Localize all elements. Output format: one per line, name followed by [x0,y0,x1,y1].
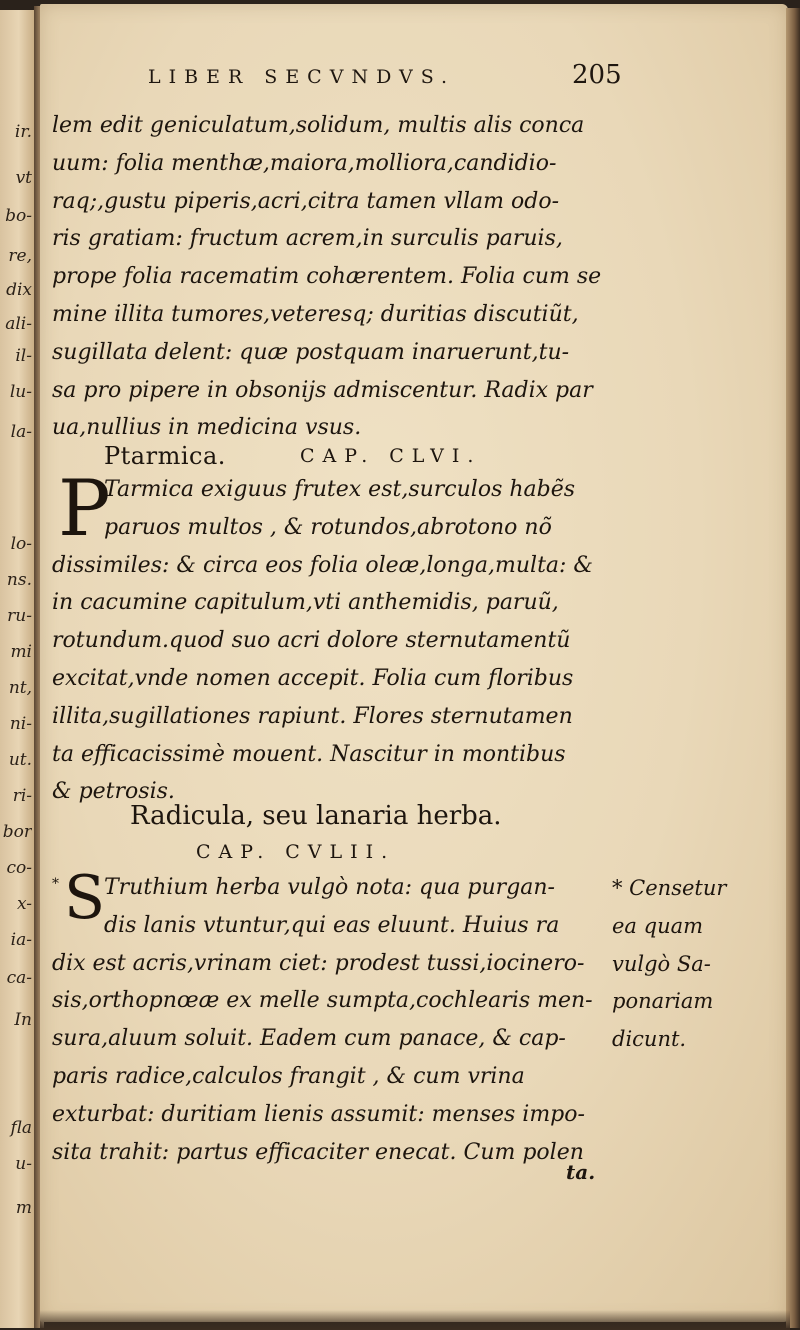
margin-note-line: dicunt. [612,1027,687,1052]
text-line: dis lanis vtuntur,qui eas eluunt. Huius ra [104,912,560,938]
left-page-fragment: ri- [12,786,32,806]
left-page-fragment: dix [6,280,32,300]
text-line: uum: folia menthæ,maiora,molliora,candidio- [52,150,557,176]
drop-cap-p: P [58,464,111,554]
left-page-fragment: mi [10,642,32,662]
left-page-fragment: ns. [6,570,32,590]
text-line: illita,sugillationes rapiunt. Flores sternutamen [52,703,573,729]
left-page-fragment: lu- [9,382,32,402]
text-line: paris radice,calculos frangit , & cum vrina [52,1064,525,1089]
left-page-fragment: ru- [7,606,32,626]
left-page-fragment: fla [10,1118,32,1138]
margin-note-line: * Censetur [612,876,727,900]
left-page-fragment: ali- [5,314,32,334]
left-page-fragment: bo- [5,206,32,226]
left-page-fragment: vt [15,168,32,188]
margin-note-line: vulgò Sa- [612,951,711,976]
left-page-fragment: lo- [10,534,32,554]
text-line: Truthium herba vulgò nota: qua purgan- [104,875,555,900]
section-heading-ptarmica: Ptarmica. [104,442,226,470]
text-line: Tarmica exiguus frutex est,surculos habẽs [104,477,576,502]
left-page-fragment: ca- [6,968,32,988]
text-line: mine illita tumores,veteresq; duritias discutiũt, [52,302,579,327]
left-page-fragment: ir. [14,122,32,142]
chapter-number: CAP. CVLII. [196,841,396,863]
text-line: ua,nullius in medicina vsus. [52,415,362,441]
bottom-shadow [40,1310,790,1330]
left-page-fragment: re, [8,246,32,266]
left-page-fragment: In [14,1010,32,1030]
left-page-fragment: ia- [10,930,32,950]
text-line: dissimiles: & circa eos folia oleæ,longa,multa: & [52,552,594,578]
text-line: ris gratiam: fructum acrem,in surculis paruis, [52,226,563,252]
left-page-fragment: co- [6,858,32,878]
left-page-fragment: x- [16,894,32,914]
left-page-fragment: m [15,1198,32,1218]
text-line: & petrosis. [52,779,175,805]
text-line: sa pro pipere in obsonijs admiscentur. Radix par [52,377,593,403]
left-page-fragment: nt, [8,678,32,698]
text-line: raq;,gustu piperis,acri,citra tamen vllam odo- [52,188,560,214]
left-page-fragment: il- [15,346,32,366]
text-line: ta efficacissimè mouent. Nascitur in montibus [52,741,566,767]
text-line: sugillata delent: quæ postquam inaruerunt,tu- [52,339,570,365]
text-line: lem edit geniculatum,solidum, multis alis conca [52,113,585,138]
text-line: paruos multos , & rotundos,abrotono nõ [104,514,552,540]
chapter-number: CAP. CLVI. [300,445,482,467]
text-line: sita trahit: partus efficaciter enecat. Cum polen [52,1139,584,1165]
catchword: ta. [566,1160,596,1184]
text-line: dix est acris,vrinam ciet: prodest tussi,iocinero- [52,950,585,976]
left-page-fragment: la- [10,422,32,442]
left-page-fragment: ni- [9,714,32,734]
left-page-fragment: bor [2,822,32,842]
text-line: prope folia racematim cohærentem. Folia cum se [52,264,602,290]
note-reference-mark: * [52,876,59,892]
text-line: sura,aluum soluit. Eadem cum panace, & cap- [52,1026,566,1052]
left-page-fragment: u- [15,1154,32,1174]
page-number: 205 [572,60,622,90]
text-line: sis,orthopnœæ ex melle sumpta,cochlearis men- [52,988,593,1014]
section-heading-radicula: Radicula, seu lanaria herba. [130,801,502,831]
running-head: LIBER SECVNDVS. [148,66,456,88]
margin-note-line: ea quam [612,913,704,938]
text-line: excitat,vnde nomen accepit. Folia cum floribus [52,666,574,691]
left-page-fragment: ut. [8,750,32,770]
drop-cap-s: S [64,863,106,933]
margin-note-line: ponariam [612,989,714,1014]
text-line: exturbat: duritiam lienis assumit: menses impo- [52,1101,585,1127]
text-line: rotundum.quod suo acri dolore sternutamentũ [52,628,571,654]
text-line: in cacumine capitulum,vti anthemidis, paruũ, [52,590,559,616]
